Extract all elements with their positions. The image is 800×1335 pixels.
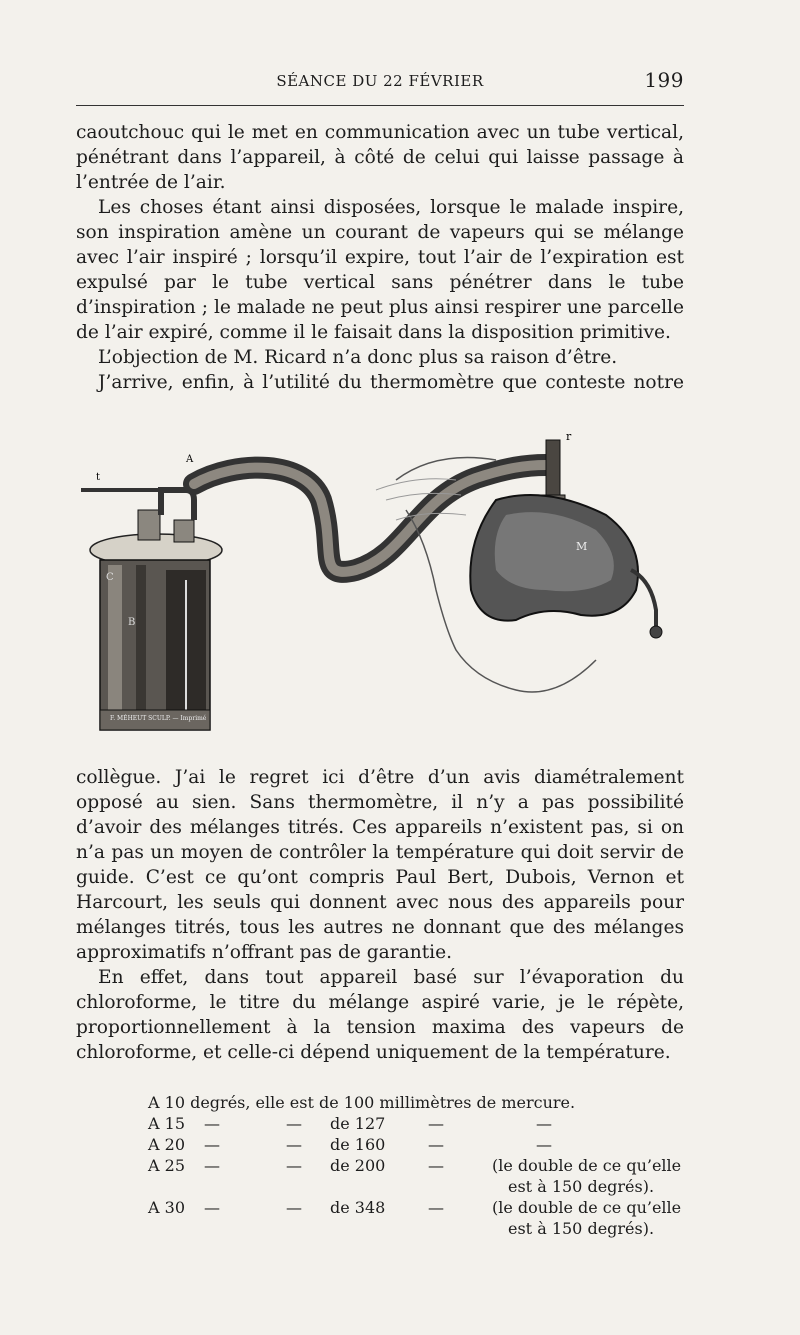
table-row xyxy=(148,1197,682,1218)
table-first-line: A 10 degrés, elle est de 100 millimètres de mercure. xyxy=(148,1093,576,1112)
label-t: t xyxy=(96,472,101,483)
label-M: M xyxy=(576,540,588,553)
label-C: C xyxy=(106,572,114,583)
table-row xyxy=(148,1134,668,1155)
table-cell: — xyxy=(286,1156,302,1175)
paragraph: En effet, dans tout appareil basé sur l’évaporation du chloroforme, le titre du mélange aspiré varie, je le répète, proportionnellement à la tension maxima des vapeurs de chloroforme, et celle-ci dépend uniquement de la température. xyxy=(76,967,684,1063)
table-cell: — xyxy=(286,1135,302,1154)
label-A: A xyxy=(186,454,194,465)
paragraph: L’objection de M. Ricard n’a donc plus sa raison d’être. xyxy=(98,347,618,368)
table-row xyxy=(148,1092,668,1113)
paragraph: J’arrive, enfin, à l’utilité du thermomètre que conteste notre xyxy=(98,372,684,393)
table-cell: — xyxy=(286,1114,302,1133)
table-cell: — xyxy=(428,1135,444,1154)
table-cell: A 20 xyxy=(148,1135,185,1154)
temperature-table xyxy=(148,1092,682,1239)
table-cell: est à 150 degrés). xyxy=(508,1177,655,1196)
table-cell: A 25 xyxy=(148,1156,185,1175)
text-block-bottom xyxy=(76,765,684,1065)
table-cell: — xyxy=(536,1114,552,1133)
table-row xyxy=(148,1155,682,1176)
table-cell: (le double de ce qu’elle xyxy=(492,1198,682,1217)
table-row xyxy=(148,1176,668,1197)
canister xyxy=(81,490,222,730)
paragraph: collègue. J’ai le regret ici d’être d’un avis diamétralement opposé au sien. Sans thermomètre, il n’y a pas possibilité d’avoir des mélanges titrés. Ces appareils n’existent pas, si on n’a pas un moyen de contrôler la température qui doit servir de guide. C’est ce qu’ont compris Paul Bert, Dubois, Vernon et Harcourt, les seuls qui donnent avec nous des appareils pour mélanges titrés, tous les autres ne donnant que des mélanges approximatifs n’offrant pas de garantie. xyxy=(76,767,684,963)
apparatus-engraving xyxy=(76,420,696,750)
table-cell: — xyxy=(428,1156,444,1175)
table-cell: — xyxy=(428,1198,444,1217)
table-cell: de 127 xyxy=(330,1114,386,1133)
table-cell: A 15 xyxy=(148,1114,185,1133)
paragraph: caoutchouc qui le met en communication avec un tube vertical, pénétrant dans l’appareil, à côté de celui qui laisse passage à l’entrée de l’air. xyxy=(76,122,684,193)
paragraph: Les choses étant ainsi disposées, lorsque le malade inspire, son inspiration amène un courant de vapeurs qui se mélange avec l’air inspiré ; lorsqu’il expire, tout l’air de l’expiration est expulsé par le tube vertical sans pénétrer dans le tube d’inspiration ; le malade ne peut plus ainsi respirer une parcelle de l’air expiré, comme il le faisait dans la disposition primitive. xyxy=(76,197,684,343)
table-row xyxy=(148,1218,668,1239)
table-cell: — xyxy=(286,1198,302,1217)
label-r: r xyxy=(566,430,572,443)
table-cell: A 30 xyxy=(148,1198,185,1217)
table-cell: — xyxy=(536,1135,552,1154)
table-row xyxy=(148,1113,668,1134)
header-rule xyxy=(76,105,684,106)
table-cell: — xyxy=(204,1135,220,1154)
running-header xyxy=(76,68,684,92)
table-cell: — xyxy=(204,1156,220,1175)
page-number: 199 xyxy=(644,68,684,92)
label-B: B xyxy=(128,617,136,628)
table-cell: — xyxy=(204,1114,220,1133)
table-cell: — xyxy=(204,1198,220,1217)
table-cell: — xyxy=(428,1114,444,1133)
table-cell: de 160 xyxy=(330,1135,386,1154)
table-cell: de 348 xyxy=(330,1198,386,1217)
table-cell: est à 150 degrés). xyxy=(508,1219,655,1238)
running-title: SÉANCE DU 22 FÉVRIER xyxy=(276,72,484,90)
table-cell: de 200 xyxy=(330,1156,386,1175)
text-block-top xyxy=(76,120,684,395)
engraver-credit: F. MÉHEUT SCULP. — Imprimé xyxy=(110,715,207,722)
table-cell: (le double de ce qu’elle xyxy=(492,1156,682,1175)
